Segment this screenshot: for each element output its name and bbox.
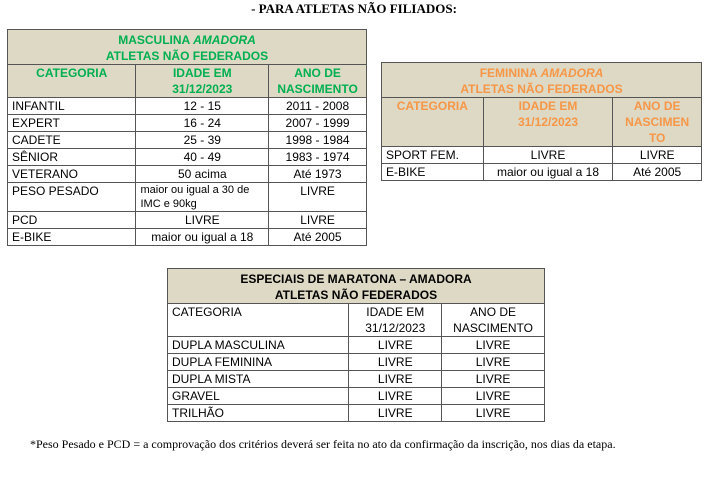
cell-categoria: CADETE [8,132,136,149]
table-row [168,388,545,405]
cell-categoria: PCD [8,212,136,229]
feminina-table [381,62,702,181]
cell-ano: Até 2005 [613,164,702,181]
masculina-title-em: AMADORA [193,33,256,47]
especiais-subtitle: ATLETAS NÃO FEDERADOS [274,288,438,302]
table-row [8,229,367,246]
cell-ano: 1983 - 1974 [269,149,367,166]
feminina-subtitle: ATLETAS NÃO FEDERADOS [460,82,623,96]
table-row [8,98,367,115]
cell-idade: LIVRE [483,147,613,164]
especiais-header-row [168,304,545,337]
cell-categoria: E-BIKE [382,164,484,181]
cell-idade: LIVRE [349,388,442,405]
especiais-title-row [168,269,545,304]
cell-ano: LIVRE [442,337,545,354]
table-row [8,212,367,229]
cell-categoria: VETERANO [8,166,136,183]
cell-ano: Até 1973 [269,166,367,183]
cell-ano: LIVRE [269,183,367,212]
table-row [8,149,367,166]
especiais-header-idade: IDADE EM 31/12/2023 [349,304,442,337]
cell-idade: 50 acima [136,166,269,183]
cell-idade: 16 - 24 [136,115,269,132]
table-row [168,371,545,388]
cell-categoria: EXPERT [8,115,136,132]
cell-ano: Até 2005 [269,229,367,246]
feminina-header-row [382,98,702,147]
masculina-header-row [8,65,367,98]
masculina-header-ano: ANO DE NASCIMENTO [269,65,367,98]
cell-categoria: TRILHÃO [168,405,349,422]
cell-categoria: PESO PESADO [8,183,136,212]
feminina-header-ano: ANO DE NASCIMEN TO [613,98,702,147]
table-row [8,183,367,212]
cell-idade: LIVRE [136,212,269,229]
masculina-title [8,30,367,65]
table-row [168,354,545,371]
cell-ano: 2011 - 2008 [269,98,367,115]
masculina-subtitle: ATLETAS NÃO FEDERADOS [105,49,269,63]
page-heading: - PARA ATLETAS NÃO FILIADOS: [251,1,457,16]
cell-categoria: DUPLA MISTA [168,371,349,388]
table-row [8,132,367,149]
masculina-header-categoria: CATEGORIA [8,65,136,98]
cell-idade: LIVRE [349,405,442,422]
cell-idade: maior ou igual a 30 de IMC e 90kg [136,183,269,212]
cell-ano: LIVRE [442,354,545,371]
table-row [8,115,367,132]
cell-ano: LIVRE [442,405,545,422]
cell-categoria: SÊNIOR [8,149,136,166]
cell-ano: LIVRE [442,371,545,388]
masculina-title-prefix: MASCULINA [118,33,194,47]
cell-idade: maior ou igual a 18 [483,164,613,181]
feminina-title-row [382,63,702,98]
footnote: *Peso Pesado e PCD = a comprovação dos critérios deverá ser feita no ato da confirmação da inscrição, nos dias da etapa. [30,437,616,451]
table-row [382,147,702,164]
table-row [8,166,367,183]
feminina-header-idade: IDADE EM 31/12/2023 [483,98,613,147]
masculina-title-row [8,30,367,65]
cell-idade: LIVRE [349,354,442,371]
cell-categoria: GRAVEL [168,388,349,405]
feminina-title-prefix: FEMININA [479,66,541,80]
masculina-table [7,29,367,246]
especiais-header-ano: ANO DE NASCIMENTO [442,304,545,337]
feminina-header-categoria: CATEGORIA [382,98,484,147]
cell-categoria: DUPLA FEMININA [168,354,349,371]
cell-idade: LIVRE [349,337,442,354]
cell-ano: LIVRE [269,212,367,229]
feminina-title [382,63,702,98]
cell-ano: LIVRE [442,388,545,405]
cell-ano: LIVRE [613,147,702,164]
masculina-header-idade: IDADE EM 31/12/2023 [136,65,269,98]
cell-ano: 1998 - 1984 [269,132,367,149]
cell-categoria: DUPLA MASCULINA [168,337,349,354]
cell-idade: 40 - 49 [136,149,269,166]
cell-idade: 25 - 39 [136,132,269,149]
especiais-title [168,269,545,304]
cell-idade: 12 - 15 [136,98,269,115]
feminina-title-em: AMADORA [540,66,604,80]
table-row [168,337,545,354]
cell-idade: maior ou igual a 18 [136,229,269,246]
cell-categoria: E-BIKE [8,229,136,246]
cell-categoria: SPORT FEM. [382,147,484,164]
especiais-header-categoria: CATEGORIA [168,304,349,337]
cell-idade: LIVRE [349,371,442,388]
especiais-title-text: ESPECIAIS DE MARATONA – AMADORA [240,272,472,286]
table-row [168,405,545,422]
cell-categoria: INFANTIL [8,98,136,115]
table-row [382,164,702,181]
cell-ano: 2007 - 1999 [269,115,367,132]
especiais-table [167,268,545,422]
